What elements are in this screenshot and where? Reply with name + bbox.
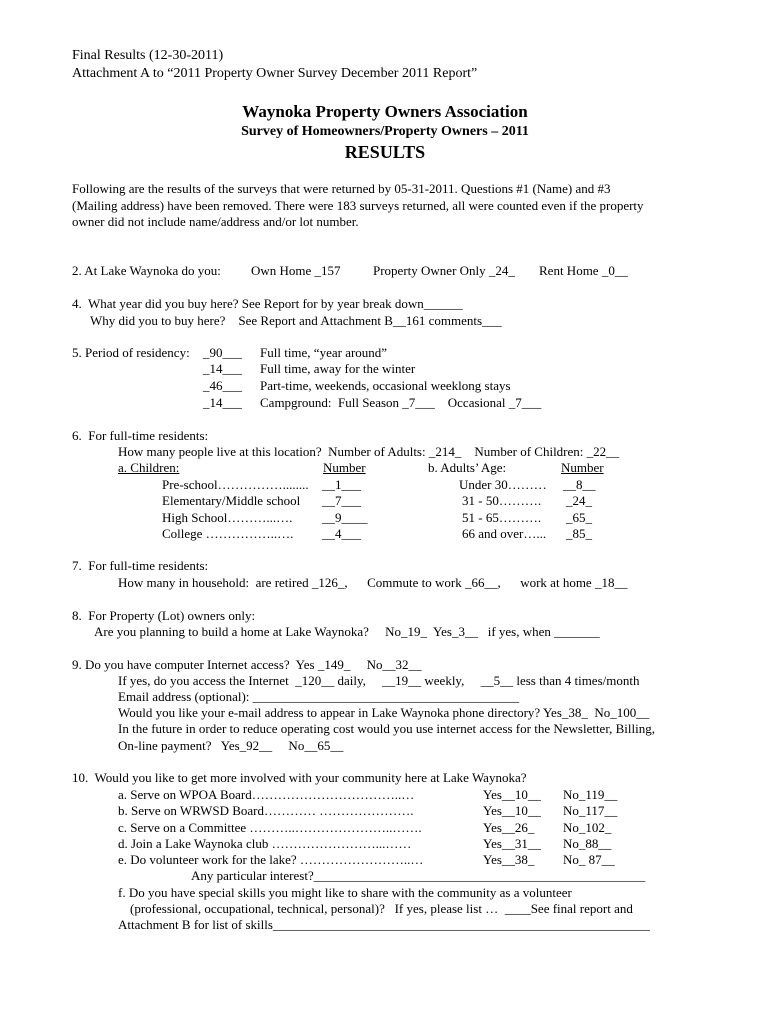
q6-child-label: High School………...…. (162, 510, 293, 525)
q10-item-label: b. Serve on WRWSD Board………… …………………. (118, 803, 414, 818)
q10-interest: Any particular interest?___________________________________________________ (191, 868, 646, 883)
q10-item-yes: Yes__10__ (483, 803, 541, 818)
survey-subtitle: Survey of Homeowners/Property Owners – 2011 (241, 124, 529, 139)
q10-f-line-1: f. Do you have special skills you might like to share with the community as a volunteer (118, 885, 572, 900)
q2-property-owner: Property Owner Only _24_ (373, 263, 515, 278)
q6-line-2: How many people live at this location? Number of Adults: _214_ Number of Children: _22__ (118, 444, 620, 459)
q10-f-line-3: Attachment B for list of skills__________________________________________________________ (118, 917, 650, 932)
q2-rent-home: Rent Home _0__ (539, 263, 628, 278)
q5-label: Part-time, weekends, occasional weeklong stays (260, 378, 511, 393)
q6-child-label: College ……………..…. (162, 526, 294, 541)
q10-item-no: No_119__ (563, 787, 618, 802)
q9-line-6: On-line payment? Yes_92__ No__65__ (118, 738, 344, 753)
q8-line-1: 8. For Property (Lot) owners only: (72, 608, 256, 623)
q9-line-5: In the future in order to reduce operating cost would you use internet access for the Newsletter, Billing, (118, 721, 656, 736)
q6-children-heading: a. Children: (118, 460, 180, 475)
q6-line-1: 6. For full-time residents: (72, 428, 209, 443)
q2-prefix: 2. At Lake Waynoka do you: (72, 263, 221, 278)
q9-line-4: Would you like your e-mail address to appear in Lake Waynoka phone directory? Yes_38_ No_100__ (118, 705, 650, 720)
q10-item-label: d. Join a Lake Waynoka club ……………………...…… (118, 836, 412, 851)
header-line-1: Final Results (12-30-2011) (72, 48, 224, 63)
results-heading: RESULTS (344, 142, 426, 162)
q6-number-heading-b: Number (561, 460, 604, 475)
q8-line-2: Are you planning to build a home at Lake Waynoka? No_19_ Yes_3__ if yes, when _______ (94, 624, 600, 639)
q5-label: Full time, “year around” (260, 345, 388, 360)
q5-value: _46___ (203, 378, 242, 393)
q10-f-line-2: (professional, occupational, technical, personal)? If yes, please list … ____See final report and (130, 901, 633, 916)
q4-line-1: 4. What year did you buy here? See Report for by year break down______ (72, 296, 463, 311)
q6-adult-label: Under 30……… (459, 477, 547, 492)
q7-line-2: How many in household: are retired _126_, Commute to work _66__, work at home _18__ (118, 575, 628, 590)
q6-child-label: Elementary/Middle school (162, 493, 301, 508)
q6-number-heading-a: Number (323, 460, 366, 475)
q6-adults-heading: b. Adults’ Age: (428, 460, 507, 475)
q9-line-2: If yes, do you access the Internet _120__ daily, __19__ weekly, __5__ less than 4 times/month (118, 673, 640, 688)
q10-item-label: a. Serve on WPOA Board……………………………..… (118, 787, 415, 802)
q9-line-1: 9. Do you have computer Internet access? Yes _149_ No__32__ (72, 657, 422, 672)
q5-value: _14___ (203, 361, 242, 376)
q6-adult-value: _65_ (566, 510, 592, 525)
q6-adult-value: __8__ (563, 477, 596, 492)
q7-line-1: 7. For full-time residents: (72, 558, 209, 573)
q10-item-label: e. Do volunteer work for the lake? ……………………..… (118, 852, 424, 867)
q5-label: Full time, away for the winter (260, 361, 416, 376)
q10-item-no: No_88__ (563, 836, 612, 851)
q6-child-value: __4___ (322, 526, 361, 541)
q10-item-no: No_ 87__ (563, 852, 615, 867)
intro-line-2: (Mailing address) have been removed. There were 183 surveys returned, all were counted even if the property (72, 198, 644, 213)
q6-child-value: __1___ (322, 477, 361, 492)
q6-child-label: Pre-school……………........ (162, 477, 309, 492)
q5-value: _14___ (203, 395, 242, 410)
q6-child-value: __9____ (322, 510, 368, 525)
q10-item-no: No_117__ (563, 803, 618, 818)
q10-line-1: 10. Would you like to get more involved with your community here at Lake Waynoka? (72, 770, 527, 785)
header-line-2: Attachment A to “2011 Property Owner Survey December 2011 Report” (72, 66, 478, 81)
q6-adult-value: _24_ (566, 493, 592, 508)
intro-line-1: Following are the results of the surveys that were returned by 05-31-2011. Questions #1 (Name) and #3 (72, 181, 611, 196)
q5-label: Campground: Full Season _7___ Occasional _7___ (260, 395, 542, 410)
q10-item-yes: Yes__10__ (483, 787, 541, 802)
q6-adult-label: 51 - 65………. (462, 510, 542, 525)
q6-adult-value: _85_ (566, 526, 592, 541)
q6-adult-label: 66 and over…... (462, 526, 547, 541)
org-title: Waynoka Property Owners Association (242, 102, 528, 121)
q10-item-label: c. Serve on a Committee ………..…………………..……. (118, 820, 422, 835)
q10-item-yes: Yes__31__ (483, 836, 541, 851)
q10-item-no: No_102_ (563, 820, 612, 835)
q6-adult-label: 31 - 50………. (462, 493, 542, 508)
intro-line-3: owner did not include name/address and/or lot number. (72, 214, 359, 229)
q5-value: _90___ (203, 345, 242, 360)
q10-item-yes: Yes__26_ (483, 820, 535, 835)
q5-prefix: 5. Period of residency: (72, 345, 190, 360)
q10-item-yes: Yes__38_ (483, 852, 535, 867)
q6-child-value: __7___ (322, 493, 361, 508)
q2-own-home: Own Home _157 (251, 263, 341, 278)
q4-line-2: Why did you to buy here? See Report and Attachment B__161 comments___ (90, 313, 502, 328)
q9-line-3: Email address (optional): _________________________________________ (118, 689, 520, 704)
